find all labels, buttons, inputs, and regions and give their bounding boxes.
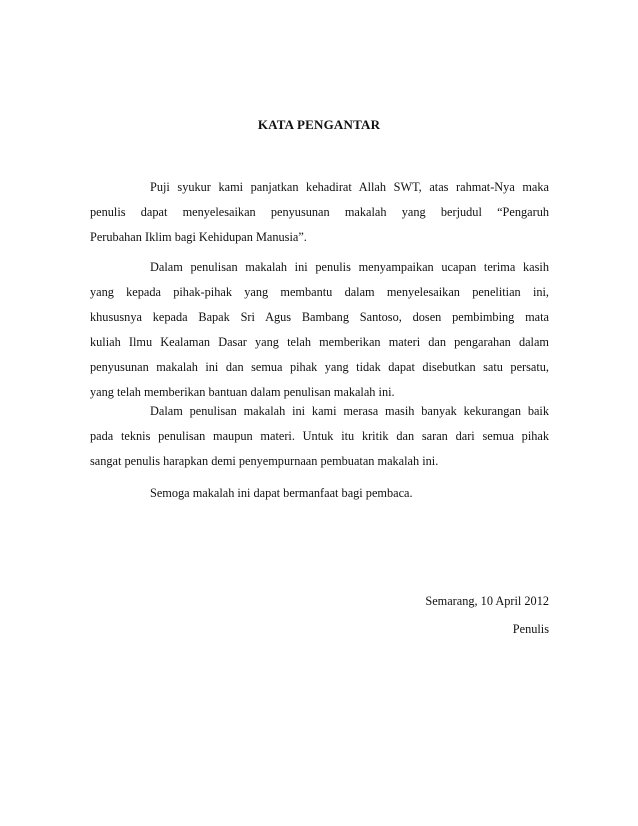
paragraph-closing-wish: [90, 481, 549, 506]
paragraph-line: penulis dapat menyelesaikan penyusunan makalah yang berjudul “Pengaruh: [90, 205, 549, 219]
paragraph-line: Puji syukur kami panjatkan kehadirat Allah SWT, atas rahmat-Nya maka: [150, 180, 549, 194]
paragraph-line: Dalam penulisan makalah ini penulis menyampaikan ucapan terima kasih: [150, 260, 549, 274]
page-title: KATA PENGANTAR: [257, 117, 381, 132]
paragraph-opening: [90, 175, 549, 250]
paragraph-line: penyusunan makalah ini dan semua pihak yang tidak dapat disebutkan satu persatu,: [90, 360, 549, 374]
paragraph-line: yang kepada pihak-pihak yang membantu dalam menyelesaikan penelitian ini,: [90, 285, 549, 299]
paragraph-shortcomings: [90, 399, 549, 474]
paragraph-line: Dalam penulisan makalah ini kami merasa masih banyak kekurangan baik: [150, 404, 549, 418]
paragraph-acknowledgement: [90, 255, 549, 405]
paragraph-line: yang telah memberikan bantuan dalam penulisan makalah ini.: [90, 385, 395, 399]
closing-author: Penulis: [512, 622, 549, 636]
paragraph-line: Perubahan Iklim bagi Kehidupan Manusia”.: [90, 230, 307, 244]
closing-place-date: Semarang, 10 April 2012: [425, 594, 549, 608]
paragraph-line: khususnya kepada Bapak Sri Agus Bambang Santoso, dosen pembimbing mata: [90, 310, 549, 324]
paragraph-line: kuliah Ilmu Kealaman Dasar yang telah memberikan materi dan pengarahan dalam: [90, 335, 549, 349]
paragraph-line: sangat penulis harapkan demi penyempurnaan pembuatan makalah ini.: [90, 454, 439, 468]
paragraph-line: Semoga makalah ini dapat bermanfaat bagi pembaca.: [150, 486, 413, 500]
paragraph-line: pada teknis penulisan maupun materi. Untuk itu kritik dan saran dari semua pihak: [90, 429, 549, 443]
